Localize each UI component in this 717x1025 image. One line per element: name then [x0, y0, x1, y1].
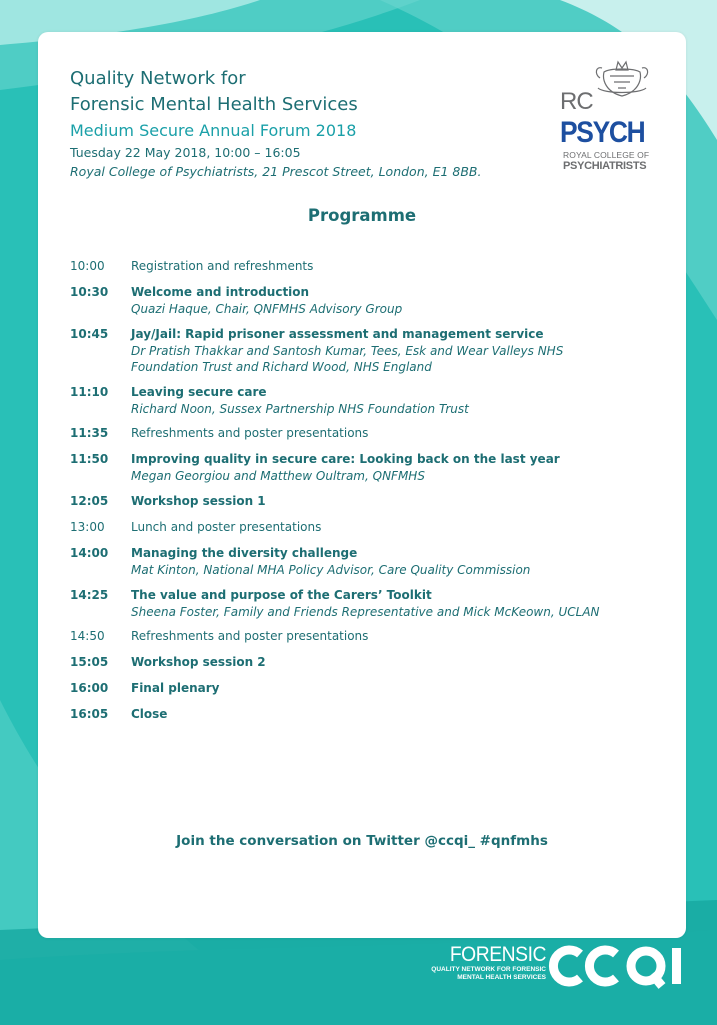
forensic-sub2: MENTAL HEALTH SERVICES — [457, 974, 546, 981]
row-title: The value and purpose of the Carers’ Toolkit — [131, 588, 432, 602]
row-time: 13:00 — [70, 520, 105, 534]
event-date: Tuesday 22 May 2018, 10:00 – 16:05 — [70, 145, 301, 160]
row-time: 14:50 — [70, 629, 105, 643]
network-name-line2: Forensic Mental Health Services — [70, 94, 358, 115]
programme-title: Programme — [307, 206, 417, 225]
row-title: Final plenary — [131, 681, 220, 695]
header — [70, 66, 540, 181]
row-title: Improving quality in secure care: Looking back on the last year — [131, 452, 560, 466]
event-venue: Royal College of Psychiatrists, 21 Prescot Street, London, E1 8BB. — [70, 164, 482, 179]
row-title: Workshop session 1 — [131, 494, 266, 508]
row-title: Leaving secure care — [131, 385, 267, 399]
row-speaker: Sheena Foster, Family and Friends Representative and Mick McKeown, UCLAN — [131, 604, 600, 619]
network-name-line1: Quality Network for — [70, 68, 246, 89]
row-time: 11:10 — [70, 385, 109, 399]
logo-line2: PSYCHIATRISTS — [563, 160, 647, 172]
row-title: Jay/Jail: Rapid prisoner assessment and management service — [131, 327, 544, 341]
row-title: Workshop session 2 — [131, 655, 266, 669]
rcpsych-logo — [560, 58, 656, 176]
row-speaker: Dr Pratish Thakkar and Santosh Kumar, Tees, Esk and Wear Valleys NHS — [131, 343, 564, 358]
row-time: 14:00 — [70, 546, 109, 560]
logo-psych: PSYCH — [560, 116, 645, 149]
row-time: 12:05 — [70, 494, 109, 508]
row-title: Welcome and introduction — [131, 285, 310, 299]
row-title: Registration and refreshments — [131, 259, 314, 273]
row-speaker: Megan Georgiou and Matthew Oultram, QNFMHS — [131, 468, 425, 483]
forum-title: Medium Secure Annual Forum 2018 — [70, 121, 357, 140]
row-time: 16:05 — [70, 707, 109, 721]
ccqi-logo — [548, 940, 688, 992]
row-time: 10:00 — [70, 259, 105, 273]
row-speaker: Richard Noon, Sussex Partnership NHS Foundation Trust — [131, 401, 469, 416]
row-time: 10:30 — [70, 285, 109, 299]
row-speaker: Mat Kinton, National MHA Policy Advisor, Care Quality Commission — [131, 562, 531, 577]
forensic-sub1: QUALITY NETWORK FOR FORENSIC — [431, 966, 546, 973]
row-time: 10:45 — [70, 327, 109, 341]
row-title: Close — [131, 707, 168, 721]
row-time: 15:05 — [70, 655, 109, 669]
row-title: Refreshments and poster presentations — [131, 426, 369, 440]
row-time: 16:00 — [70, 681, 109, 695]
forensic-wordmark: FORENSIC — [449, 943, 546, 966]
twitter-callout: Join the conversation on Twitter @ccqi_ #qnfmhs — [176, 833, 548, 849]
row-time: 14:25 — [70, 588, 109, 602]
logo-line1: ROYAL COLLEGE OF — [563, 150, 650, 160]
row-title: Managing the diversity challenge — [131, 546, 358, 560]
row-speaker-cont: Foundation Trust and Richard Wood, NHS England — [131, 360, 432, 374]
forensic-brand — [428, 944, 546, 982]
row-title: Lunch and poster presentations — [131, 520, 322, 534]
logo-rc: RC — [560, 88, 593, 115]
row-speaker: Quazi Haque, Chair, QNFMHS Advisory Group — [131, 301, 403, 316]
row-title: Refreshments and poster presentations — [131, 629, 369, 643]
row-time: 11:50 — [70, 452, 109, 466]
row-time: 11:35 — [70, 426, 109, 440]
